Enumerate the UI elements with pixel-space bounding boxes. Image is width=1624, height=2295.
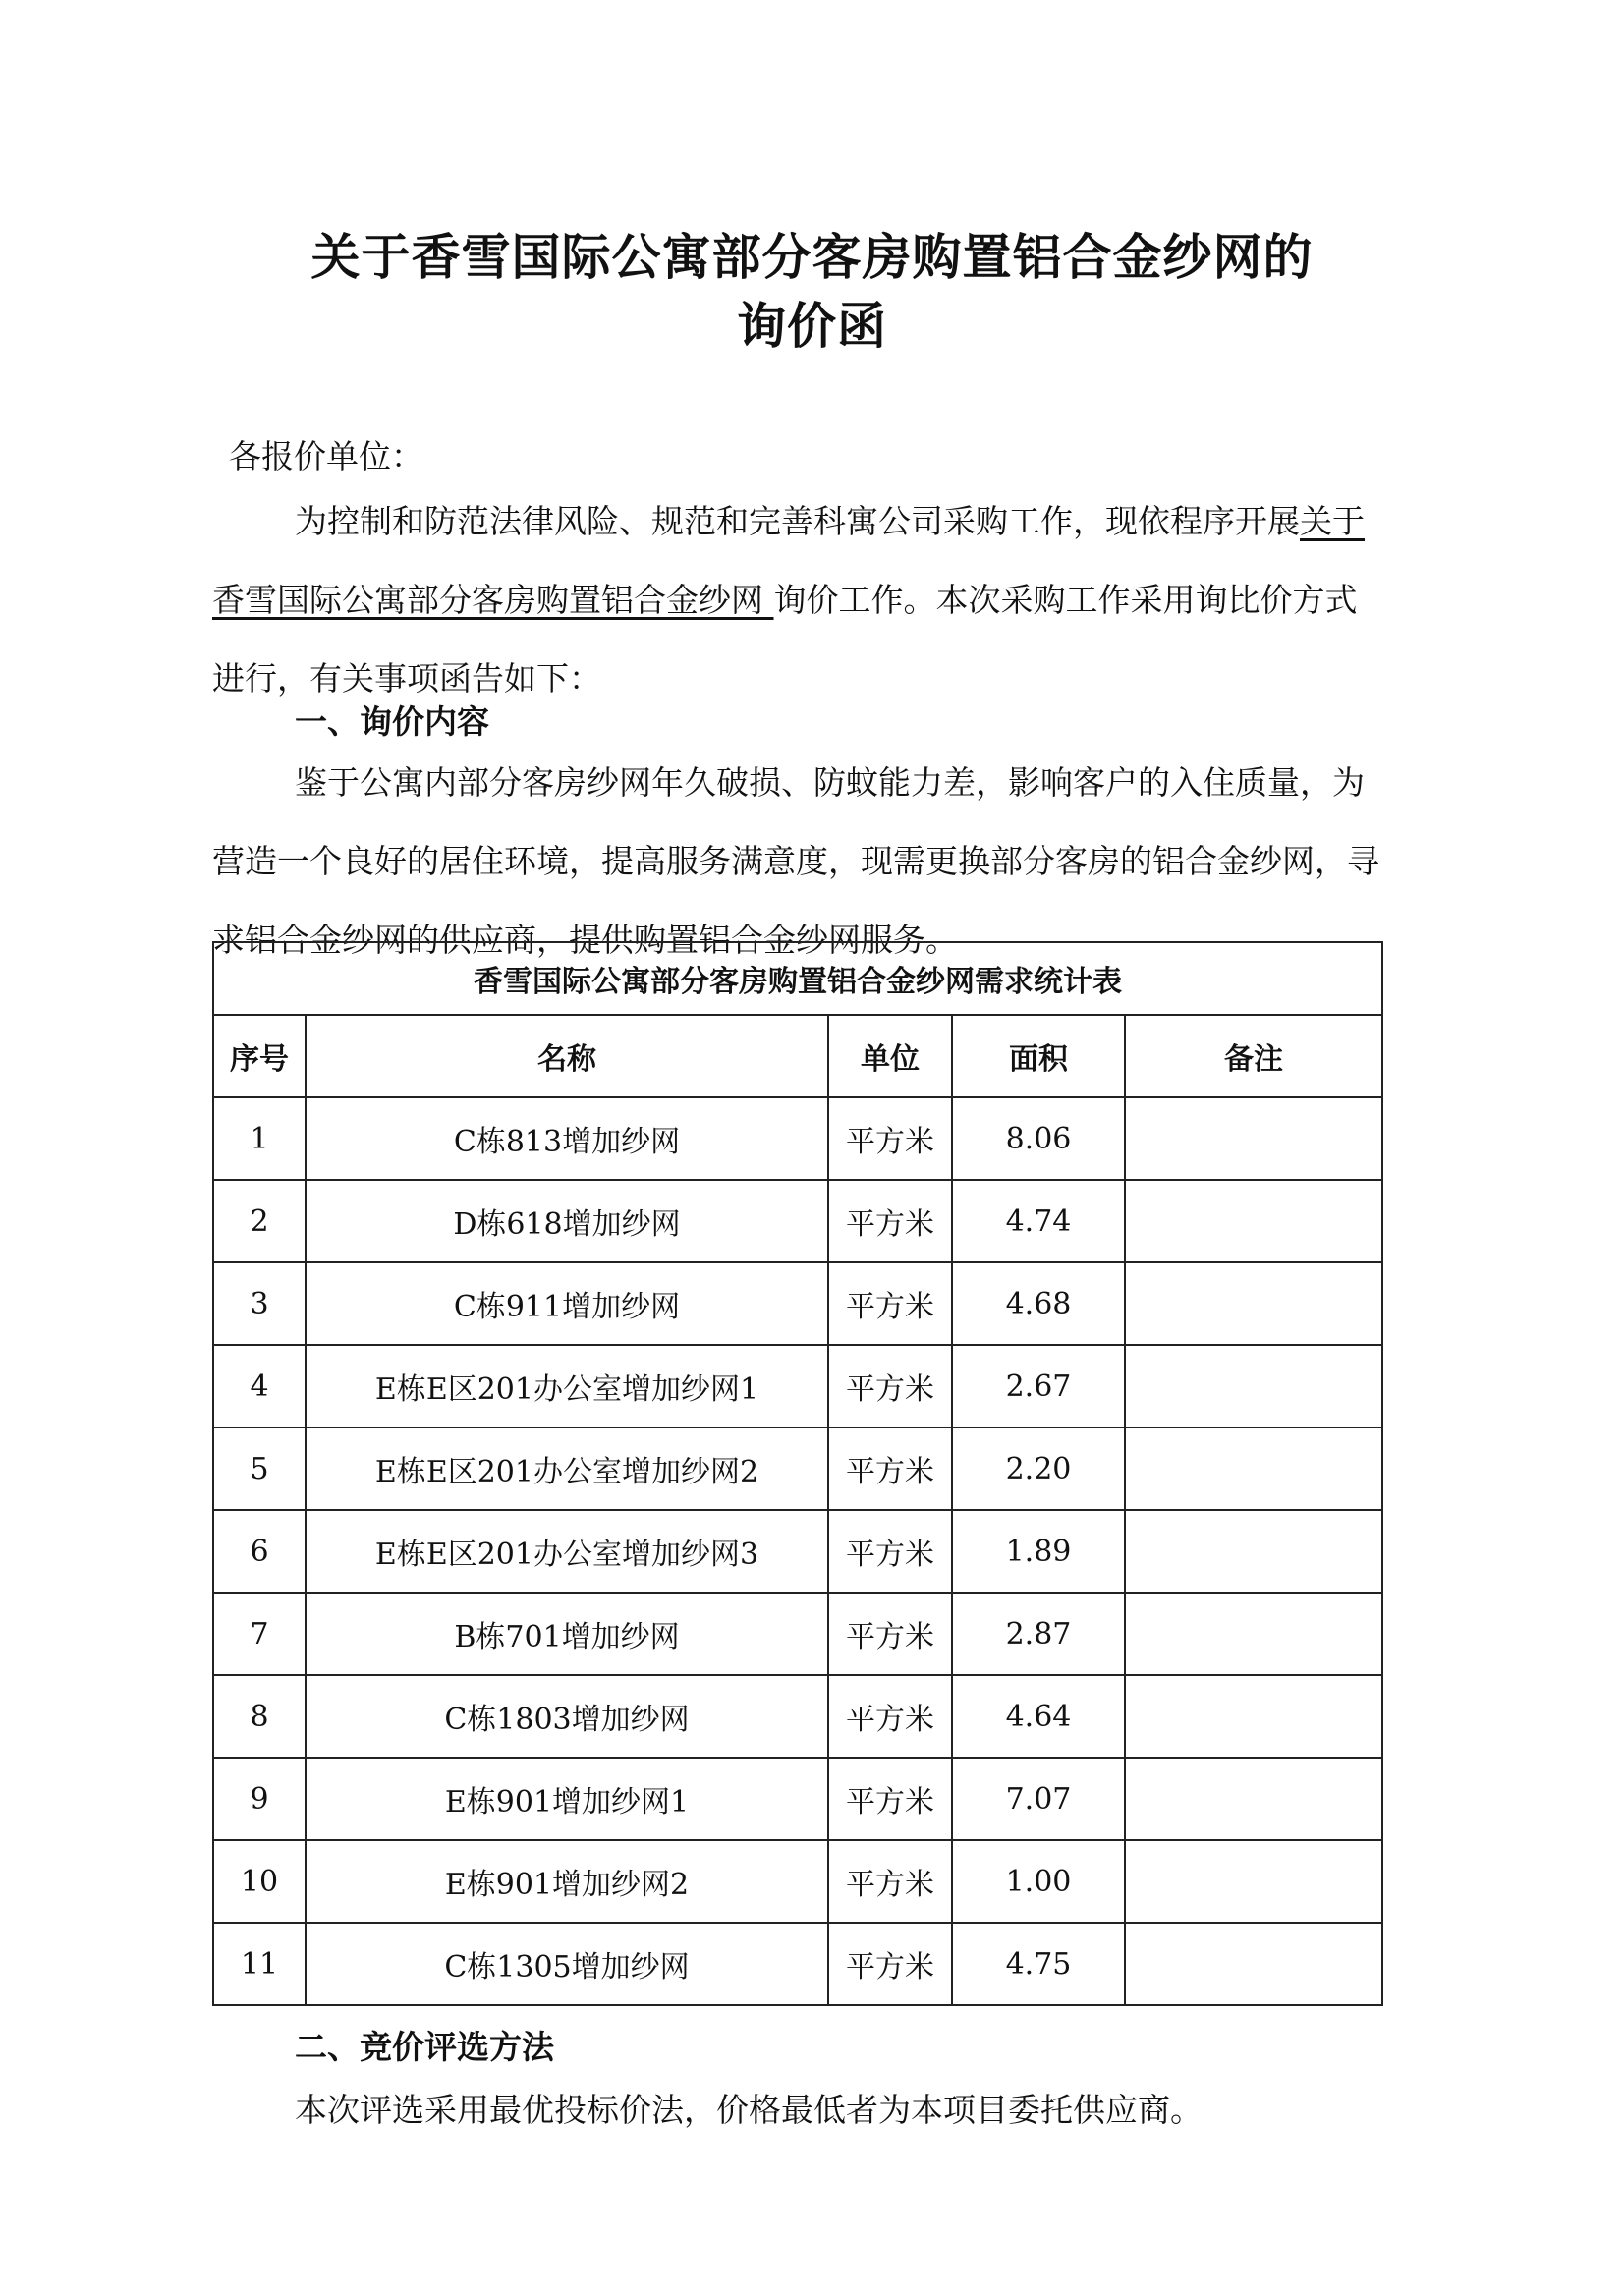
document-title-line1: 关于香雪国际公寓部分客房购置铝合金纱网的: [310, 229, 1314, 286]
cell-index: 2: [213, 1180, 306, 1262]
section1-heading: 一、询价内容: [295, 702, 489, 741]
cell-remarks: [1125, 1262, 1382, 1345]
cell-area: 4.64: [952, 1675, 1125, 1758]
cell-name: E栋901增加纱网2: [306, 1840, 828, 1923]
cell-name: B栋701增加纱网: [306, 1593, 828, 1675]
cell-name: C栋813增加纱网: [306, 1097, 828, 1180]
cell-remarks: [1125, 1675, 1382, 1758]
table-row: [213, 1593, 1382, 1675]
intro-underlined-project-name: 关于香雪国际公寓部分客房购置铝合金纱网: [212, 502, 1365, 619]
table-row: [213, 1345, 1382, 1427]
cell-unit: 平方米: [828, 1262, 952, 1345]
cell-index: 9: [213, 1758, 306, 1840]
cell-name: E栋901增加纱网1: [306, 1758, 828, 1840]
cell-area: 2.87: [952, 1593, 1125, 1675]
document-title-line2: 询价函: [737, 298, 887, 355]
cell-unit: 平方米: [828, 1510, 952, 1593]
section2-body: 本次评选采用最优投标价法，价格最低者为本项目委托供应商。: [295, 2091, 1203, 2129]
table-row: [213, 1180, 1382, 1262]
cell-remarks: [1125, 1427, 1382, 1510]
cell-remarks: [1125, 1097, 1382, 1180]
table-header-row: [213, 1015, 1382, 1097]
cell-remarks: [1125, 1923, 1382, 2005]
cell-unit: 平方米: [828, 1180, 952, 1262]
cell-unit: 平方米: [828, 1427, 952, 1510]
cell-unit: 平方米: [828, 1593, 952, 1675]
cell-index: 7: [213, 1593, 306, 1675]
cell-unit: 平方米: [828, 1097, 952, 1180]
cell-index: 4: [213, 1345, 306, 1427]
table-row: [213, 1923, 1382, 2005]
cell-index: 3: [213, 1262, 306, 1345]
cell-area: 8.06: [952, 1097, 1125, 1180]
header-cell-name: 名称: [306, 1015, 828, 1097]
intro-text-before: 为控制和防范法律风险、规范和完善科寓公司采购工作，现依程序开展: [295, 502, 1300, 540]
cell-index: 5: [213, 1427, 306, 1510]
cell-unit: 平方米: [828, 1675, 952, 1758]
table-caption-row: [213, 942, 1382, 1015]
table-row: [213, 1675, 1382, 1758]
cell-remarks: [1125, 1593, 1382, 1675]
header-cell-area: 面积: [952, 1015, 1125, 1097]
salutation: 各报价单位：: [229, 437, 423, 476]
cell-remarks: [1125, 1758, 1382, 1840]
table-row: [213, 1840, 1382, 1923]
cell-remarks: [1125, 1840, 1382, 1923]
cell-name: E栋E区201办公室增加纱网1: [306, 1345, 828, 1427]
cell-unit: 平方米: [828, 1840, 952, 1923]
table-row: [213, 1758, 1382, 1840]
table-row: [213, 1262, 1382, 1345]
cell-name: D栋618增加纱网: [306, 1180, 828, 1262]
header-cell-index: 序号: [213, 1015, 306, 1097]
section2-heading: 二、竞价评选方法: [295, 2028, 554, 2066]
cell-index: 11: [213, 1923, 306, 2005]
cell-area: 2.67: [952, 1345, 1125, 1427]
cell-area: 4.75: [952, 1923, 1125, 2005]
section1-body: 鉴于公寓内部分客房纱网年久破损、防蚊能力差，影响客户的入住质量，为营造一个良好的居住环境，提高服务满意度，现需更换部分客房的铝合金纱网，寻求铝合金纱网的供应商，提供购置铝合金纱网服务。: [212, 763, 1379, 959]
table-row: [213, 1097, 1382, 1180]
cell-name: C栋1305增加纱网: [306, 1923, 828, 2005]
cell-area: 1.00: [952, 1840, 1125, 1923]
cell-index: 8: [213, 1675, 306, 1758]
cell-remarks: [1125, 1180, 1382, 1262]
cell-unit: 平方米: [828, 1923, 952, 2005]
cell-area: 4.74: [952, 1180, 1125, 1262]
cell-remarks: [1125, 1510, 1382, 1593]
table-row: [213, 1427, 1382, 1510]
cell-name: C栋1803增加纱网: [306, 1675, 828, 1758]
table-row: [213, 1510, 1382, 1593]
cell-area: 4.68: [952, 1262, 1125, 1345]
cell-remarks: [1125, 1345, 1382, 1427]
cell-name: E栋E区201办公室增加纱网3: [306, 1510, 828, 1593]
cell-area: 2.20: [952, 1427, 1125, 1510]
cell-name: C栋911增加纱网: [306, 1262, 828, 1345]
intro-paragraph: [212, 482, 1381, 718]
cell-index: 10: [213, 1840, 306, 1923]
cell-area: 7.07: [952, 1758, 1125, 1840]
cell-index: 6: [213, 1510, 306, 1593]
cell-index: 1: [213, 1097, 306, 1180]
intro-text-after: 询价工作。本次采购工作采用询比价方式进行，有关事项函告如下：: [212, 581, 1358, 698]
header-cell-remarks: 备注: [1125, 1015, 1382, 1097]
table-caption: 香雪国际公寓部分客房购置铝合金纱网需求统计表: [213, 942, 1382, 1015]
header-cell-unit: 单位: [828, 1015, 952, 1097]
requirements-table: [212, 941, 1383, 2006]
cell-unit: 平方米: [828, 1758, 952, 1840]
cell-unit: 平方米: [828, 1345, 952, 1427]
cell-name: E栋E区201办公室增加纱网2: [306, 1427, 828, 1510]
cell-area: 1.89: [952, 1510, 1125, 1593]
